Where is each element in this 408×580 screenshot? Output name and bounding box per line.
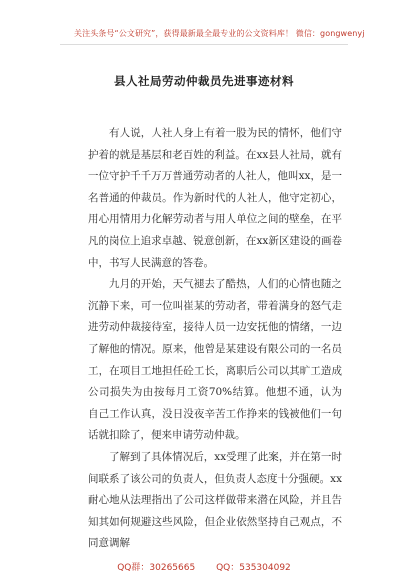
footer-qq-number: QQ：535304092 [216, 563, 291, 573]
header-banner: 关注头条号“公文研究”，获得最新最全最专业的公文资料库！ 微信：gongwenyj [74, 29, 365, 38]
footer-qq-group: QQ群：30265665 [117, 563, 196, 573]
header-divider [60, 44, 348, 45]
paragraph-1: 有人说，人社人身上有着一股为民的情怀，他们守护着的就是基层和老百姓的利益。在xx县人社局，就有一位守护千千万万普通劳动者的人社人，他叫xx，是一名普通的仲裁员。作为新时代的人社人，他守定初心，用心用情用力化解劳动者与用人单位之间的壁垒，在平凡的岗位上追求卓越、锐意创新，在xx新区建设的画卷中，书写人民满意的答卷。 [88, 127, 342, 269]
paragraph-3: 了解到了具体情况后，xx受理了此案，并在第一时间联系了该公司的负责人，但负责人态度十分强硬。xx耐心地从法理指出了公司这样做带来潜在风险，并且告知其如何规避这些风险，但企业依然坚持自己观点，不同意调解 [88, 450, 342, 550]
document-title: 县人社局劳动仲裁员先进事迹材料 [114, 74, 294, 88]
footer-contact [0, 560, 408, 573]
document-body [88, 123, 342, 555]
paragraph-2: 九月的开始，天气褪去了酷热，人们的心情也随之沉静下来，可一位叫崔某的劳动者，带着满身的怒气走进劳动仲裁接待室，接待人员一边安抚他的情绪，一边了解他的情况。原来，他曾是某建设有限公司的一名员工，在项目工地担任砼工长，离职后公司以其旷工造成公司损失为由按每月工资70%结算。他想不通，认为自己工作认真，没日没夜辛苦工作挣来的钱被他们一句话就扣除了，便来申请劳动仲裁。 [88, 278, 342, 442]
